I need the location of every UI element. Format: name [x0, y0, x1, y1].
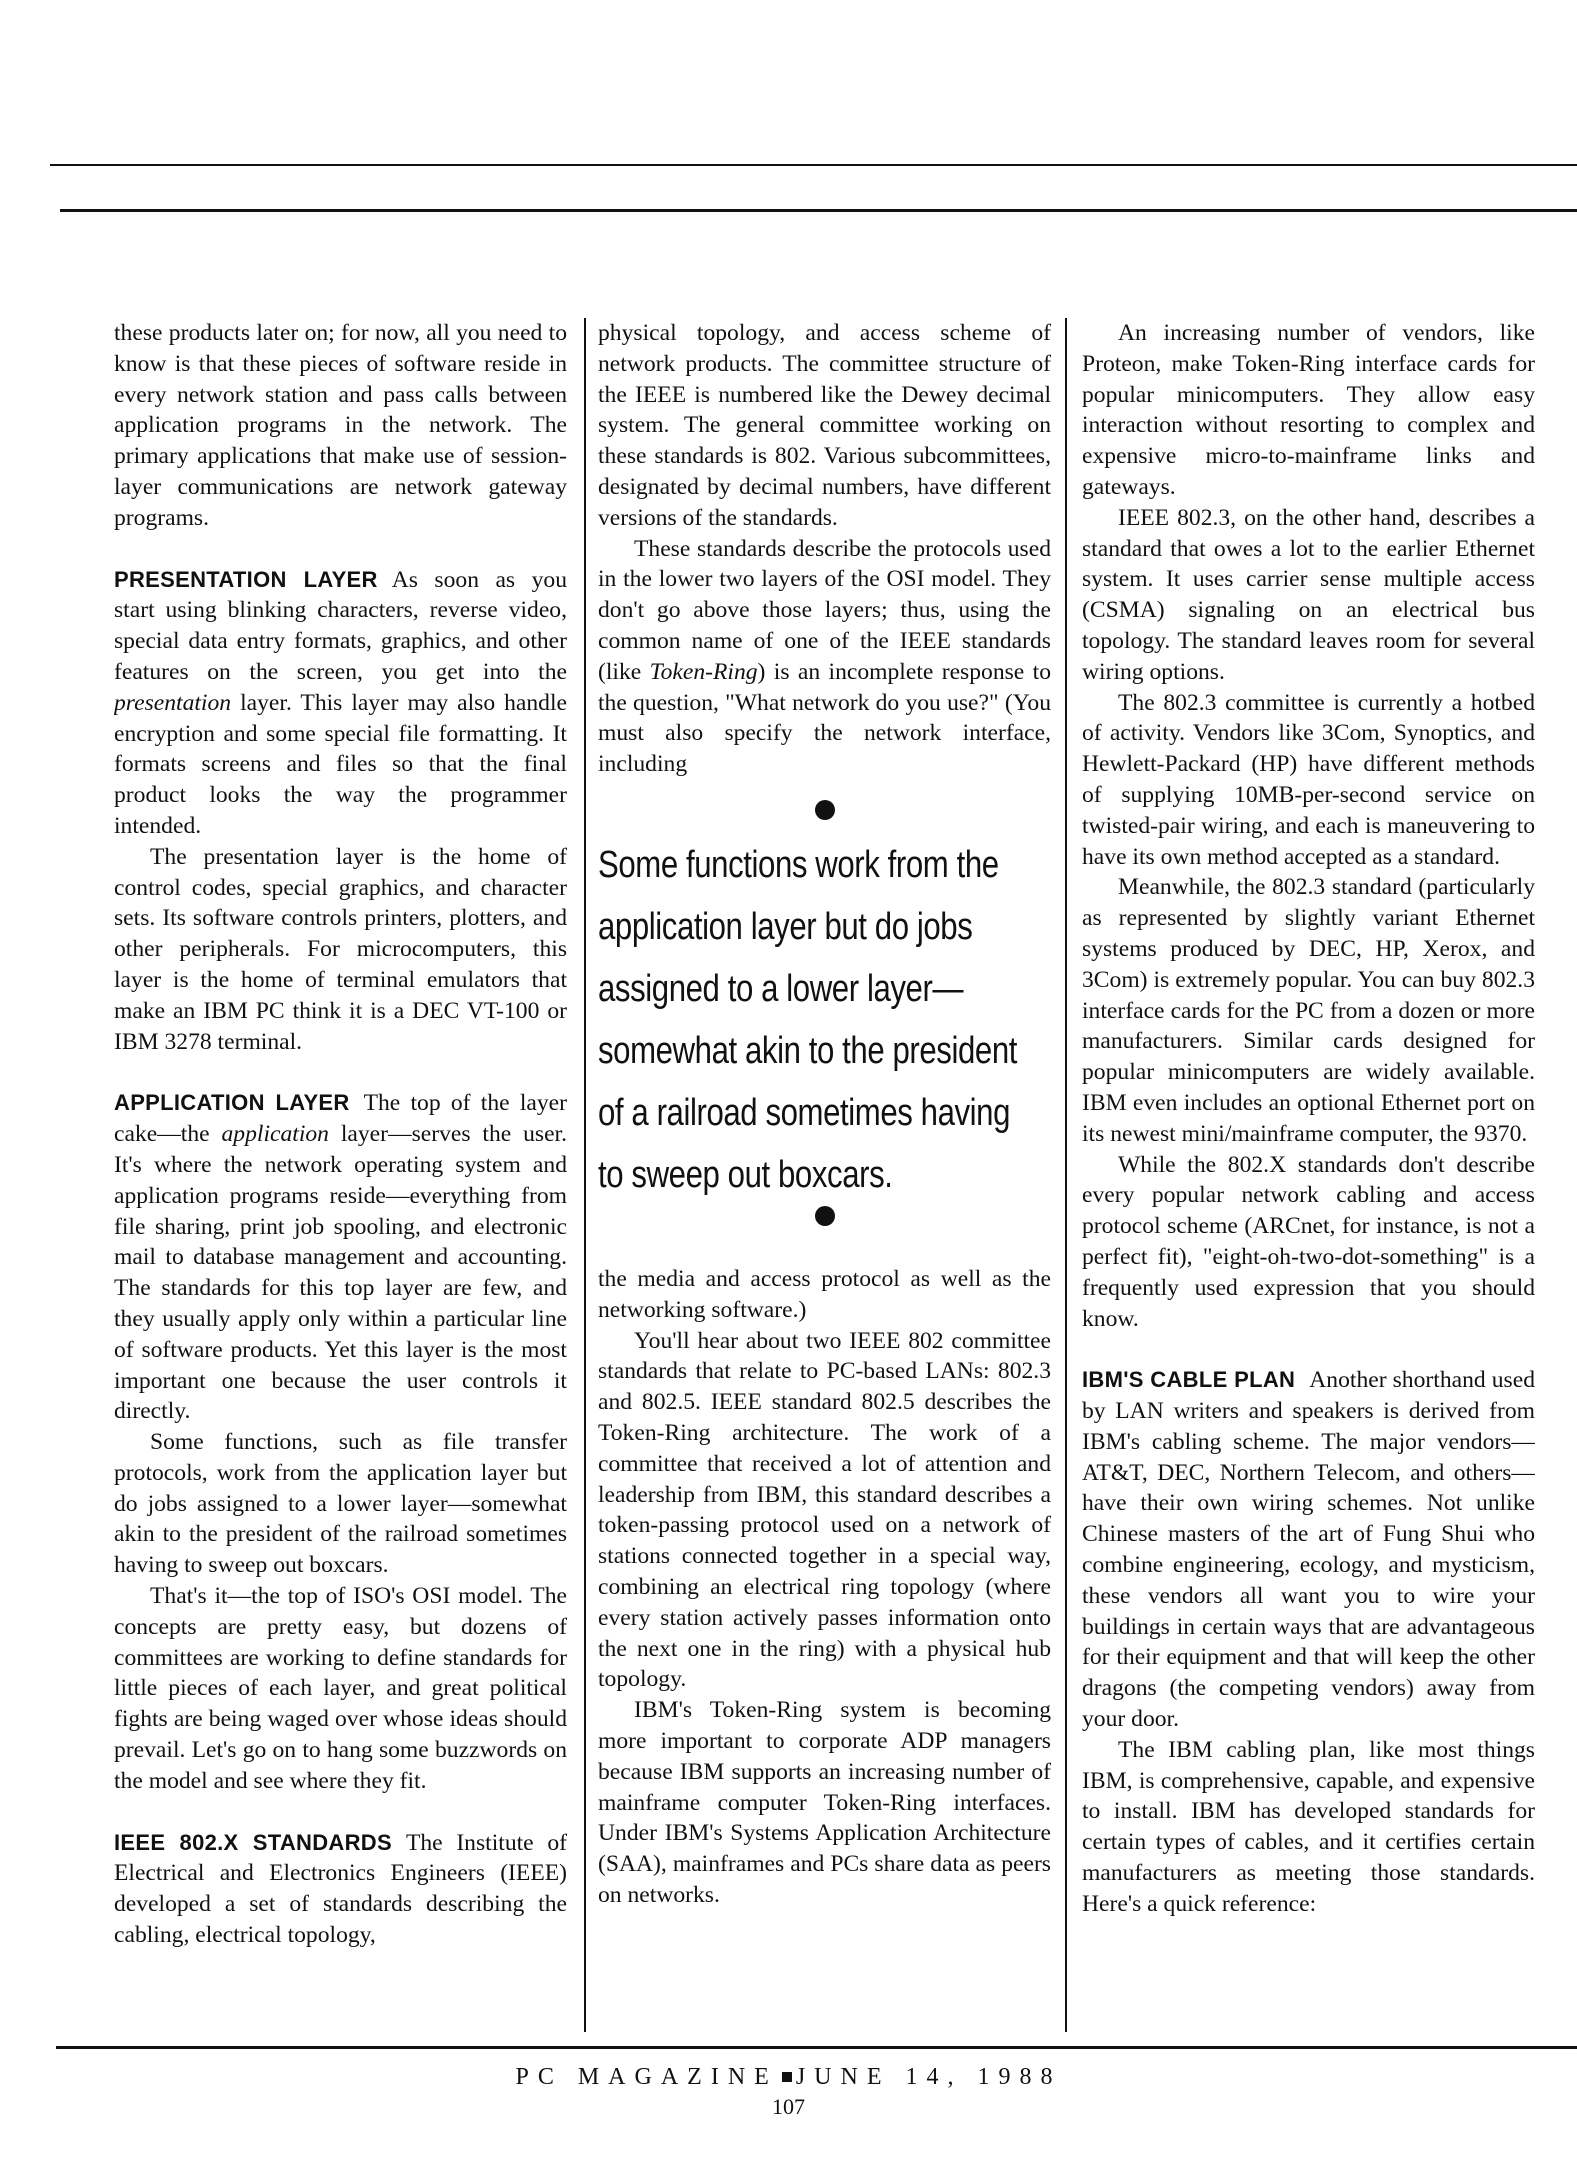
issue-date: JUNE 14, 1988: [795, 2064, 1062, 2090]
magazine-name: PC MAGAZINE: [515, 2064, 778, 2090]
ibm-cable-plan-heading: IBM'S CABLE PLAN: [1082, 1367, 1296, 1393]
ieee-paragraph-1: IEEE 802.X STANDARDS The Institute of Electrical and Electronics Engineers (IEEE) developed a set of standards describing the cabling, electrical topology,: [114, 1829, 567, 1949]
col3-paragraph-1: An increasing number of vendors, like Proteon, make Token-Ring interface cards for popular minicomputers. They allow easy interaction without resorting to complex and expensive micro-to-mainframe links and gateways.: [1082, 320, 1535, 500]
application-layer-heading: APPLICATION LAYER: [114, 1090, 350, 1116]
application-paragraph-1: APPLICATION LAYER The top of the layer cake—the application layer—serves the user. It's where the network operating system and application programs reside—everything from file sharing, print job spooling, and electronic mail to database management and accounting. The standards for this top layer are few, and they usually apply only within a particular line of software products. Yet this layer is the most important one because the user controls it directly.: [114, 1090, 567, 1425]
separator-square-icon: [782, 2072, 792, 2082]
col3-paragraph-3: The 802.3 committee is currently a hotbed of activity. Vendors like 3Com, Synoptics, and Hewlett-Packard (HP) have different methods of supplying 10MB-per-second service on twisted-pair wiring, and each is maneuvering to have its own method accepted as a standard.: [1082, 689, 1535, 870]
column-divider-1: [584, 318, 586, 2032]
col2-paragraph-5: IBM's Token-Ring system is becoming more important to corporate ADP managers because IBM supports an increasing number of mainframe computer Token-Ring interfaces. Under IBM's Systems Application Architecture (SAA), mainframes and PCs share data as peers on networks.: [598, 1697, 1051, 1908]
application-paragraph-3: That's it—the top of ISO's OSI model. The concepts are pretty easy, but dozens of committees are working to define standards for little pieces of each layer, and great political fights are being waged over whose ideas should prevail. Let's go on to hang some buzzwords on the model and see where they fit.: [114, 1583, 567, 1794]
page-footer: [0, 2064, 1577, 2091]
col2-paragraph-2: These standards describe the protocols used in the lower two layers of the OSI model. They don't go above those layers; thus, using the common name of one of the IEEE standards (like Token-Ring) is an incomplete response to the question, "What network do you use?" (You must also specify the network interface, including: [598, 535, 1051, 778]
pull-quote: Some functions work from the application layer but do jobs assigned to a lower layer—somewhat akin to the president of a railroad sometimes having to sweep out boxcars.: [598, 843, 1018, 1196]
column-3: [1082, 318, 1535, 2038]
col1-paragraph-1: these products later on; for now, all you need to know is that these pieces of software reside in every network station and pass calls between application programs in the network. The primary applications that make use of session-layer communications are network gateway programs.: [114, 320, 567, 531]
top-rule-thin: [50, 164, 1577, 166]
pullquote-bullet-top: [815, 800, 835, 820]
ibm-paragraph-2: The IBM cabling plan, like most things IBM, is comprehensive, capable, and expensive to install. IBM has developed standards for certain types of cables, and it certifies certain manufacturers as meeting those standards. Here's a quick reference:: [1082, 1736, 1535, 1917]
pullquote-bullet-bottom: [815, 1206, 835, 1226]
column-1: [114, 318, 567, 2038]
bottom-rule: [56, 2046, 1577, 2049]
col3-paragraph-5: While the 802.X standards don't describe every popular network cabling and access protocol scheme (ARCnet, for instance, is not a perfect fit), "eight-oh-two-dot-something" is a frequently used expression that you should know.: [1082, 1151, 1535, 1332]
top-rule-thick: [60, 209, 1577, 212]
presentation-layer-heading: PRESENTATION LAYER: [114, 566, 378, 592]
col2-paragraph-4: You'll hear about two IEEE 802 committee standards that relate to PC-based LANs: 802.3 and 802.5. IEEE standard 802.5 describes the Token-Ring architecture. The work of a committee that received a lot of attention and leadership from IBM, this standard describes a token-passing protocol used on a network of stations connected together in a special way, combining an electrical ring topology (where every station actively passes information onto the next one in the ring) with a physical hub topology.: [598, 1327, 1051, 1693]
ibm-paragraph-1: IBM'S CABLE PLAN Another shorthand used by LAN writers and speakers is derived from IBM's cabling scheme. The major vendors—AT&T, DEC, Northern Telecom, and others—have their own wiring schemes. Not unlike Chinese masters of the art of Fung Shui who combine engineering, ecology, and mysticism, these vendors all want you to wire your buildings in certain ways that are advantageous for their equipment and that will keep the other dragons (the competing vendors) away from your door.: [1082, 1367, 1535, 1733]
col2-paragraph-3: the media and access protocol as well as the networking software.): [598, 1265, 1051, 1323]
col3-paragraph-2: IEEE 802.3, on the other hand, describes a standard that owes a lot to the earlier Ethernet system. It uses carrier sense multiple access (CSMA) signaling on an electrical bus topology. The standard leaves room for several wiring options.: [1082, 504, 1535, 685]
ieee-standards-heading: IEEE 802.X STANDARDS: [114, 1829, 392, 1855]
column-divider-2: [1065, 318, 1067, 2032]
application-paragraph-2: Some functions, such as file transfer protocols, work from the application layer but do jobs assigned to a lower layer—somewhat akin to the president of the railroad sometimes having to sweep out boxcars.: [114, 1429, 567, 1579]
page-number: 107: [772, 2094, 805, 2119]
col3-paragraph-4: Meanwhile, the 802.3 standard (particularly as represented by slightly variant Ethernet systems produced by DEC, HP, Xerox, and 3Com) is extremely popular. You can buy 802.3 interface cards for the PC from a dozen or more manufacturers. Similar cards designed for popular minicomputers are widely available. IBM even includes an optional Ethernet port on its newest mini/mainframe computer, the 9370.: [1082, 874, 1535, 1147]
column-2: [598, 318, 1051, 2038]
col2-paragraph-1: physical topology, and access scheme of network products. The committee structure of the IEEE is numbered like the Dewey decimal system. The general committee working on these standards is 802. Various subcommittees, designated by decimal numbers, have different versions of the standards.: [598, 320, 1051, 531]
presentation-paragraph-2: The presentation layer is the home of control codes, special graphics, and character sets. Its software controls printers, plotters, and other peripherals. For microcomputers, this layer is the home of terminal emulators that make an IBM PC think it is a DEC VT-100 or IBM 3278 terminal.: [114, 843, 567, 1055]
presentation-paragraph-1: PRESENTATION LAYER As soon as you start using blinking characters, reverse video, special data entry formats, graphics, and other features on the screen, you get into the presentation layer. This layer may also handle encryption and some special file formatting. It formats screens and files so that the final product looks the way the programmer intended.: [114, 566, 567, 839]
